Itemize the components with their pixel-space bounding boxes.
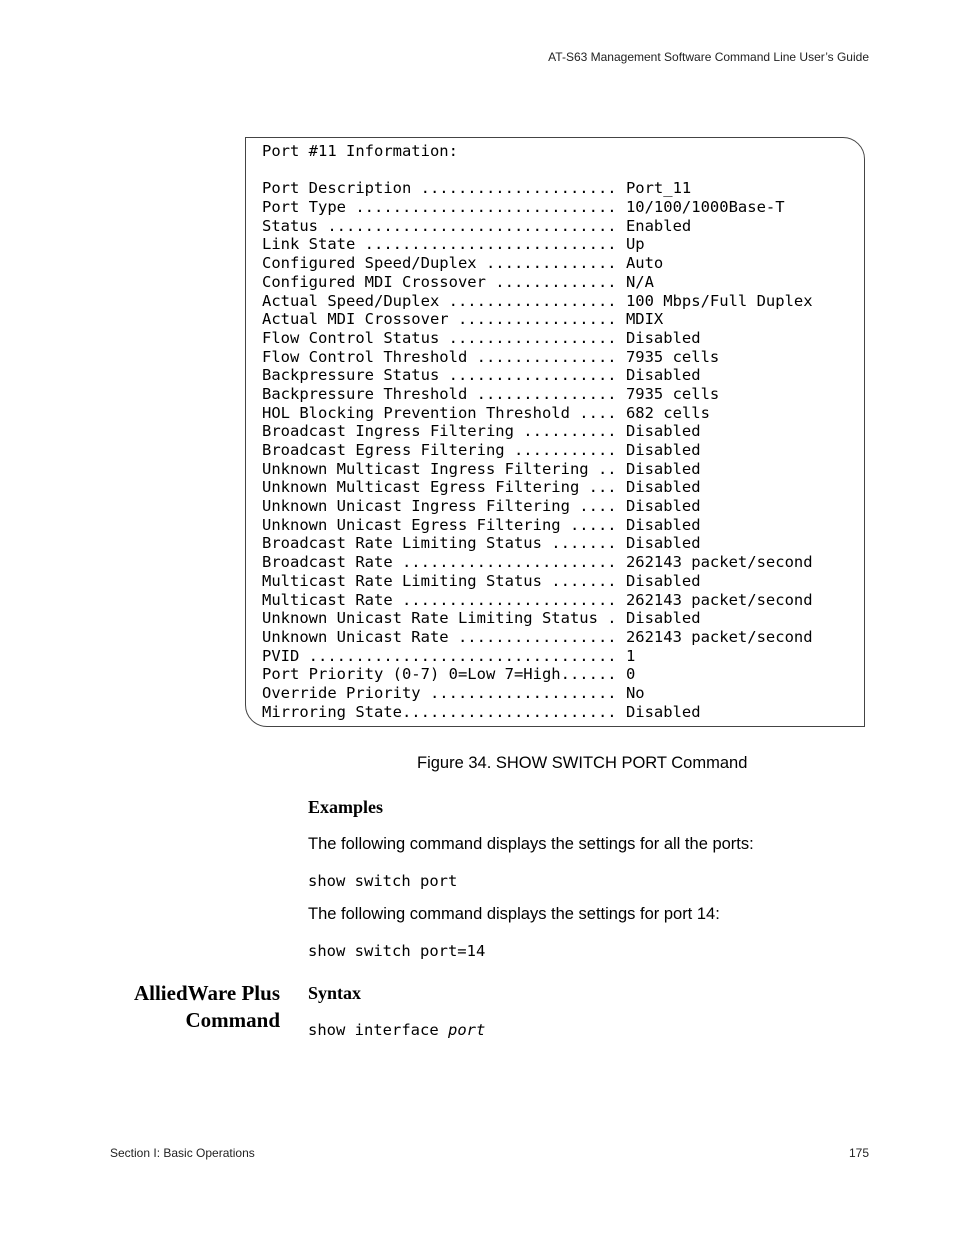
terminal-line: Flow Control Threshold ............... 7935 cells bbox=[262, 347, 720, 366]
terminal-line: Override Priority .................... No bbox=[262, 683, 645, 702]
alliedware-heading-line-2: Command bbox=[185, 1008, 280, 1032]
examples-paragraph-2: The following command displays the settings for port 14: bbox=[308, 905, 720, 923]
terminal-line: Unknown Unicast Rate Limiting Status . Disabled bbox=[262, 609, 701, 628]
terminal-line: Broadcast Rate ....................... 262143 packet/second bbox=[262, 553, 813, 572]
footer-section: Section I: Basic Operations bbox=[110, 1146, 255, 1160]
terminal-line: Unknown Unicast Ingress Filtering .... Disabled bbox=[262, 497, 701, 516]
terminal-line: Backpressure Status .................. Disabled bbox=[262, 366, 701, 385]
syntax-command-parameter: port bbox=[447, 1021, 486, 1039]
running-header: AT-S63 Management Software Command Line User’s Guide bbox=[548, 50, 869, 64]
footer-page-number: 175 bbox=[848, 1146, 869, 1160]
examples-heading: Examples bbox=[308, 797, 384, 817]
terminal-line: Multicast Rate ....................... 262143 packet/second bbox=[262, 590, 813, 609]
terminal-line: PVID ................................. 1 bbox=[262, 646, 636, 665]
terminal-line: Broadcast Rate Limiting Status ....... Disabled bbox=[262, 534, 701, 553]
example-command-1: show switch port bbox=[308, 872, 458, 890]
terminal-line: Mirroring State....................... Disabled bbox=[262, 702, 701, 721]
example-command-2: show switch port=14 bbox=[308, 942, 486, 960]
syntax-command-text: show interface bbox=[308, 1021, 448, 1039]
syntax-command bbox=[308, 1021, 485, 1039]
terminal-line: Configured MDI Crossover ............. N/A bbox=[262, 272, 654, 291]
terminal-line: Unknown Unicast Egress Filtering ..... Disabled bbox=[262, 515, 701, 534]
terminal-line: Actual MDI Crossover ................. MDIX bbox=[262, 310, 664, 329]
terminal-line: Port #11 Information: bbox=[262, 142, 458, 160]
terminal-line: Multicast Rate Limiting Status ....... Disabled bbox=[262, 571, 701, 590]
terminal-line: Status ............................... Enabled bbox=[262, 216, 692, 235]
terminal-line: HOL Blocking Prevention Threshold .... 682 cells bbox=[262, 403, 710, 422]
terminal-line: Port Priority (0-7) 0=Low 7=High...... 0 bbox=[262, 665, 636, 684]
terminal-line: Backpressure Threshold ............... 7935 cells bbox=[262, 384, 720, 403]
syntax-heading: Syntax bbox=[308, 983, 362, 1003]
terminal-line: Port Description ..................... Port_11 bbox=[262, 179, 692, 198]
terminal-output bbox=[262, 142, 813, 721]
terminal-line: Actual Speed/Duplex .................. 100 Mbps/Full Duplex bbox=[262, 291, 813, 310]
terminal-line: Link State ........................... Up bbox=[262, 235, 645, 254]
examples-paragraph-1: The following command displays the settings for all the ports: bbox=[308, 835, 754, 853]
terminal-line: Broadcast Egress Filtering ........... Disabled bbox=[262, 441, 701, 459]
terminal-line: Unknown Multicast Ingress Filtering .. Disabled bbox=[262, 459, 701, 478]
terminal-line: Unknown Multicast Egress Filtering ... Disabled bbox=[262, 478, 701, 497]
alliedware-plus-heading bbox=[134, 980, 280, 1034]
terminal-line: Configured Speed/Duplex .............. Auto bbox=[262, 254, 664, 273]
terminal-line: Port Type ............................ 10/100/1000Base-T bbox=[262, 198, 785, 217]
terminal-line: Broadcast Ingress Filtering .......... Disabled bbox=[262, 422, 701, 441]
alliedware-heading-line-1: AlliedWare Plus bbox=[133, 981, 280, 1005]
terminal-line bbox=[262, 161, 813, 180]
terminal-line: Flow Control Status .................. Disabled bbox=[262, 328, 701, 347]
terminal-line: Unknown Unicast Rate ................. 262143 packet/second bbox=[262, 627, 813, 646]
figure-caption: Figure 34. SHOW SWITCH PORT Command bbox=[417, 754, 748, 772]
